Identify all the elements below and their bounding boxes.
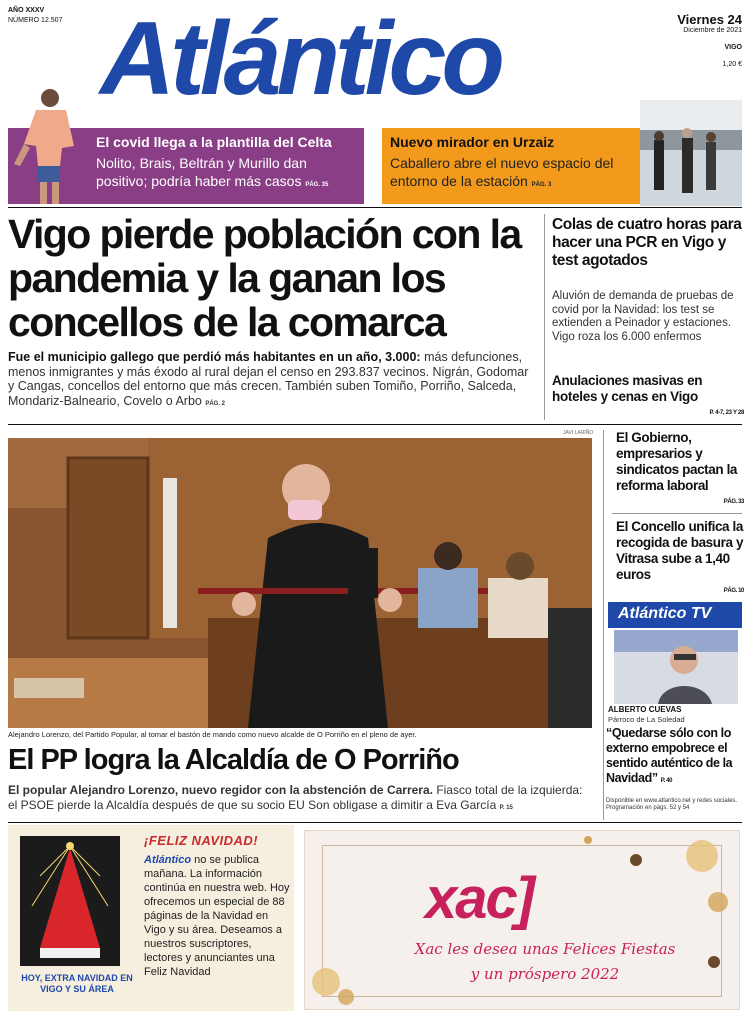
teaser-celta-text: Nolito, Brais, Beltrán y Murillo dan positivo; podría haber más casos xyxy=(96,155,307,189)
main-headline[interactable]: Vigo pierde población con la pandemia y la ganan los concellos de la comarca xyxy=(8,211,521,345)
teaser-celta-page: PÁG. 35 xyxy=(305,182,329,188)
teaser-mirador-title: Nuevo mirador en Urzaiz xyxy=(390,134,555,150)
teaser-celta-title: El covid llega a la plantilla del Celta xyxy=(96,134,332,150)
porrino-lead xyxy=(8,783,592,816)
brief-garbage-page: PÁG. 10 xyxy=(723,588,744,594)
tv-priest-photo[interactable] xyxy=(614,630,738,704)
xac-logo: xac] xyxy=(425,866,534,931)
atlantico-tv-banner[interactable]: Atlántico TV xyxy=(608,602,742,628)
ad-greeting-year: y un próspero 2022 xyxy=(470,965,620,983)
issue-city: VIGO xyxy=(724,44,742,51)
pcr-headline[interactable]: Colas de cuatro horas para hacer una PCR en Vigo y test agotados xyxy=(552,216,742,269)
christmas-brand: Atlántico xyxy=(144,854,192,866)
edition-info xyxy=(8,6,62,26)
christmas-message: no se publica mañana. La información continúa en nuestra web. Hoy ofrecemos un especial de 88 páginas de la Navidad en Vigo y su área. Deseamos a nuestros suscriptores, lectores y anunciantes una Feliz Navidad xyxy=(144,854,290,978)
christmas-text xyxy=(144,853,290,979)
brief-labor-page: PÁG. 33 xyxy=(723,499,744,505)
newspaper-logo[interactable]: Atlántico xyxy=(100,1,500,117)
edition-year: AÑO XXXV xyxy=(8,7,45,14)
porrino-page-ref: P. 15 xyxy=(499,805,513,811)
edition-number: NÚMERO 12.507 xyxy=(8,17,63,24)
pcr-body: Aluvión de demanda de pruebas de covid por la Navidad: los test se extienden a Peinador y estaciones. Vigo roza los 6.000 enfermos xyxy=(552,290,734,343)
christmas-tree-image[interactable] xyxy=(20,836,120,966)
celta-player-photo xyxy=(8,86,88,206)
main-lead-bold: Fue el municipio gallego que perdió más habitantes en un año, 3.000: xyxy=(8,350,421,364)
main-lead-text: más defunciones, menos inmigrantes y más éxodo al rural dejan el censo en 293.837 vecinos. Nigrán, Godomar y Cangas, concellos del entorno que más crecen. También suben Tomiño, Porriño, Salceda, Mondariz-Balneario, Covelo o Arbo xyxy=(8,350,529,408)
divider xyxy=(8,424,742,425)
cancellations-headline: Anulaciones masivas en hoteles y cenas en Vigo xyxy=(552,373,703,404)
cancellations-page: P. 4-7, 23 Y 28 xyxy=(709,410,744,416)
tv-quote-text: “Quedarse sólo con lo externo empobrece el sentido auténtico de la Navidad” xyxy=(606,726,733,785)
photo-caption: Alejandro Lorenzo, del Partido Popular, al tomar el bastón de mando como nuevo alcalde de O Porriño en el pleno de ayer. xyxy=(8,730,417,739)
porrino-headline[interactable]: El PP logra la Alcaldía de O Porriño xyxy=(8,744,459,776)
tv-guest-role: Párroco de La Soledad xyxy=(608,715,685,724)
date-info xyxy=(677,14,742,70)
christmas-extra-caption: HOY, EXTRA NAVIDAD EN VIGO Y SU ÁREA xyxy=(21,973,133,994)
divider xyxy=(8,822,742,823)
ad-greeting: Xac les desea unas Felices Fiestas xyxy=(414,940,676,958)
porrino-lead-bold: El popular Alejandro Lorenzo, nuevo regidor con la abstención de Carrera. xyxy=(8,783,433,797)
porrino-mayor-photo[interactable] xyxy=(8,438,592,728)
issue-month: Diciembre de 2021 xyxy=(683,27,742,34)
brief-labor-reform[interactable] xyxy=(616,430,744,510)
tv-quote xyxy=(606,726,744,789)
porrino-lead-text: Fiasco total de la izquierda: el PSOE pierde la Alcaldía después de que su socio EU Son obligase a dimitir a Eva García xyxy=(8,783,583,812)
tv-guest-name: ALBERTO CUEVAS xyxy=(608,705,682,714)
brief-garbage[interactable] xyxy=(616,519,744,599)
brief-garbage-headline: El Concello unifica la recogida de basura y Vitrasa sube a 1,40 euros xyxy=(616,519,744,582)
teaser-celta-body xyxy=(88,150,364,194)
photo-credit: JAVI LARIÑO xyxy=(563,430,594,436)
issue-day: Viernes 24 xyxy=(677,12,742,27)
tv-availability-note: Disponible en www.atlantico.net y redes sociales. Programación en págs. 52 y 54 xyxy=(606,798,738,811)
teaser-mirador-body xyxy=(382,150,640,194)
divider xyxy=(8,207,742,208)
teaser-mirador[interactable] xyxy=(382,128,640,204)
divider xyxy=(612,513,742,514)
brief-labor-headline: El Gobierno, empresarios y sindicatos pactan la reforma laboral xyxy=(616,430,738,493)
tv-quote-page: P. 40 xyxy=(660,778,673,784)
main-page-ref: PÁG. 2 xyxy=(205,400,226,407)
teaser-mirador-page: PÁG. 3 xyxy=(531,182,552,188)
teaser-mirador-text: Caballero abre el nuevo espacio del entorno de la estación xyxy=(390,155,614,189)
cancellations-story[interactable] xyxy=(552,373,744,421)
mirador-photo xyxy=(640,100,742,206)
column-divider xyxy=(603,430,604,820)
christmas-title: ¡FELIZ NAVIDAD! xyxy=(144,833,259,848)
main-lead xyxy=(8,350,538,411)
column-divider xyxy=(544,214,545,420)
issue-price: 1,20 € xyxy=(722,61,742,68)
